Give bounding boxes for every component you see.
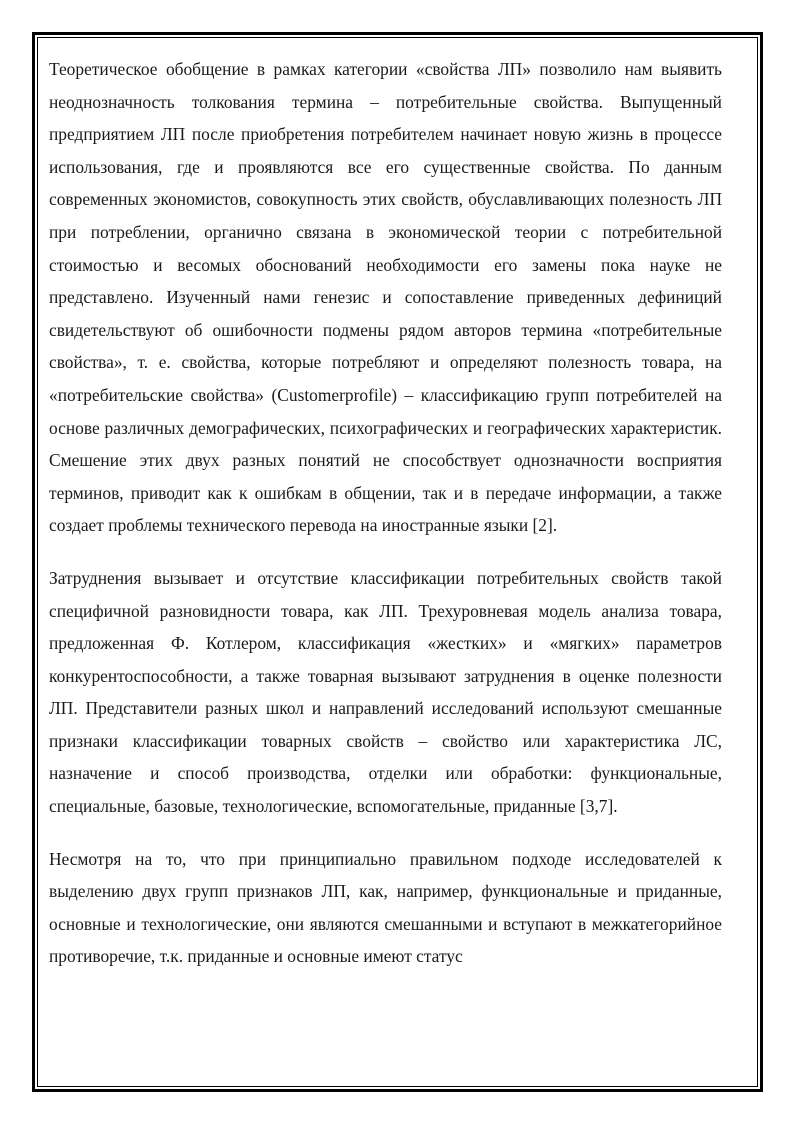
paragraph-1: Теоретическое обобщение в рамках категории «свойства ЛП» позволило нам выявить неоднозначность толкования термина – потребительные свойства. Выпущенный предприятием ЛП после приобретения потребителем начинает новую жизнь в процессе использования, где и проявляются все его существенные свойства. По данным современных экономистов, совокупность этих свойств, обуславливающих полезность ЛП при потреблении, органично связана в экономической теории с потребительной стоимостью и весомых обоснований необходимости его замены пока науке не представлено. Изученный нами генезис и сопоставление приведенных дефиниций свидетельствуют об ошибочности подмены рядом авторов термина «потребительные свойства», т. е. свойства, которые потребляют и определяют полезность товара, на «потребительские свойства» (Customerprofile) – классификацию групп потребителей на основе различных демографических, психографических и географических характеристик. Смешение этих двух разных понятий не способствует однозначности восприятия терминов, приводит как к ошибкам в общении, так и в передаче информации, а также создает проблемы технического перевода на иностранные языки [2].: [49, 59, 722, 536]
paragraph-2: Затруднения вызывает и отсутствие классификации потребительных свойств такой специфичной разновидности товара, как ЛП. Трехуровневая модель анализа товара, предложенная Ф. Котлером, классификация «жестких» и «мягких» параметров конкурентоспособности, а также товарная вызывают затруднения в оценке полезности ЛП. Представители разных школ и направлений исследований используют смешанные признаки классификации товарных свойств – свойство или характеристика ЛС, назначение и способ производства, отделки или обработки: функциональные, специальные, базовые, технологические, вспомогательные, приданные [3,7].: [49, 567, 722, 817]
document-body: [49, 53, 722, 973]
paragraph-3: Несмотря на то, что при принципиально правильном подходе исследователей к выделению двух групп признаков ЛП, как, например, функциональные и приданные, основные и технологические, они являются смешанными и вступают в межкатегорийное противоречие, т.к. приданные и основные имеют статус: [49, 848, 722, 967]
